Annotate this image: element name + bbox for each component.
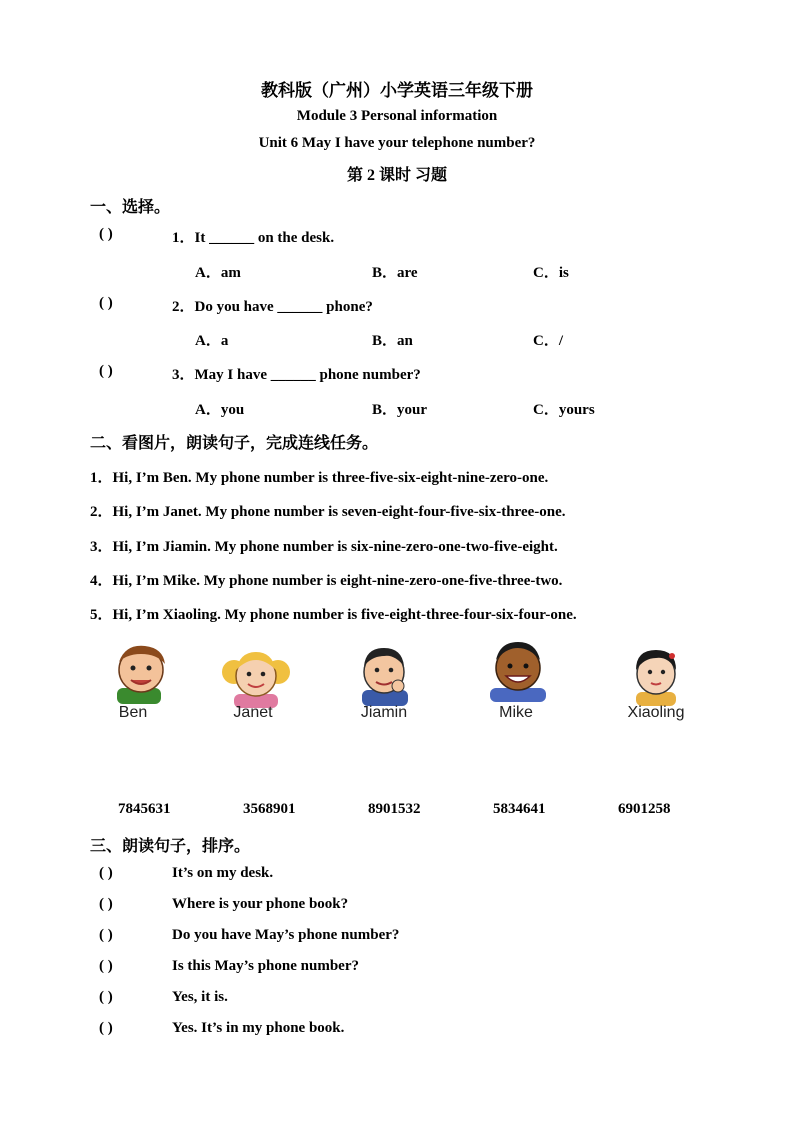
module-title: Module 3 Personal information <box>296 108 498 124</box>
caption-ben: Ben <box>118 704 148 721</box>
lesson-title: 第 2 课时 习题 <box>346 167 447 184</box>
order-sentence: Do you have May’s phone number? <box>172 927 400 943</box>
answer-blank[interactable]: ( ) <box>99 295 113 311</box>
phone-number-4[interactable]: 5834641 <box>493 801 546 817</box>
sentence-5: 5．Hi, I’m Xiaoling. My phone number is five-eight-three-four-six-four-one. <box>90 607 577 623</box>
unit-title: Unit 6 May I have your telephone number? <box>258 135 536 151</box>
mike-picture <box>470 638 566 702</box>
phone-number-5[interactable]: 6901258 <box>618 801 671 817</box>
option-c: C．/ <box>533 333 564 349</box>
answer-blank[interactable]: ( ) <box>99 226 113 242</box>
caption-mike: Mike <box>499 704 533 721</box>
order-sentence: Yes, it is. <box>172 989 228 1005</box>
question-text: 2．Do you have ______ phone? <box>172 299 373 315</box>
sentence-2: 2．Hi, I’m Janet. My phone number is seven-eight-four-five-six-three-one. <box>90 504 566 520</box>
ben-picture <box>95 640 191 704</box>
worksheet-title: 教科版（广州）小学英语三年级下册 <box>261 81 533 100</box>
option-a: A．you <box>195 402 245 418</box>
answer-blank[interactable]: ( ) <box>99 363 113 379</box>
phone-number-2[interactable]: 3568901 <box>243 801 296 817</box>
order-blank[interactable]: ( ) <box>99 927 113 943</box>
phone-number-1[interactable]: 7845631 <box>118 801 171 817</box>
xiaoling-picture <box>608 642 704 706</box>
option-c: C．yours <box>533 402 595 418</box>
order-blank[interactable]: ( ) <box>99 896 113 912</box>
janet-picture <box>208 644 304 708</box>
option-b: B．your <box>372 402 428 418</box>
section2-heading: 二、看图片，朗读句子，完成连线任务。 <box>90 435 379 452</box>
caption-xiaoling: Xiaoling <box>627 704 685 721</box>
option-b: B．are <box>372 265 418 281</box>
option-a: A．a <box>195 333 229 349</box>
option-a: A．am <box>195 265 241 281</box>
sentence-1: 1．Hi, I’m Ben. My phone number is three-five-six-eight-nine-zero-one. <box>90 470 549 486</box>
sentence-3: 3．Hi, I’m Jiamin. My phone number is six-nine-zero-one-two-five-eight. <box>90 539 558 555</box>
phone-number-3[interactable]: 8901532 <box>368 801 421 817</box>
order-blank[interactable]: ( ) <box>99 958 113 974</box>
order-sentence: It’s on my desk. <box>172 865 274 881</box>
caption-janet: Janet <box>233 704 273 721</box>
order-sentence: Is this May’s phone number? <box>172 958 359 974</box>
caption-jiamin: Jiamin <box>360 704 408 721</box>
sentence-4: 4．Hi, I’m Mike. My phone number is eight-nine-zero-one-five-three-two. <box>90 573 563 589</box>
option-c: C．is <box>533 265 569 281</box>
order-sentence: Yes. It’s in my phone book. <box>172 1020 345 1036</box>
order-blank[interactable]: ( ) <box>99 1020 113 1036</box>
jiamin-picture <box>338 642 434 706</box>
order-sentence: Where is your phone book? <box>172 896 349 912</box>
order-blank[interactable]: ( ) <box>99 865 113 881</box>
option-b: B．an <box>372 333 413 349</box>
question-text: 3．May I have ______ phone number? <box>172 367 421 383</box>
order-blank[interactable]: ( ) <box>99 989 113 1005</box>
question-text: 1．It ______ on the desk. <box>172 230 335 246</box>
section3-heading: 三、朗读句子，排序。 <box>90 838 251 855</box>
section1-heading: 一、选择。 <box>90 199 171 216</box>
